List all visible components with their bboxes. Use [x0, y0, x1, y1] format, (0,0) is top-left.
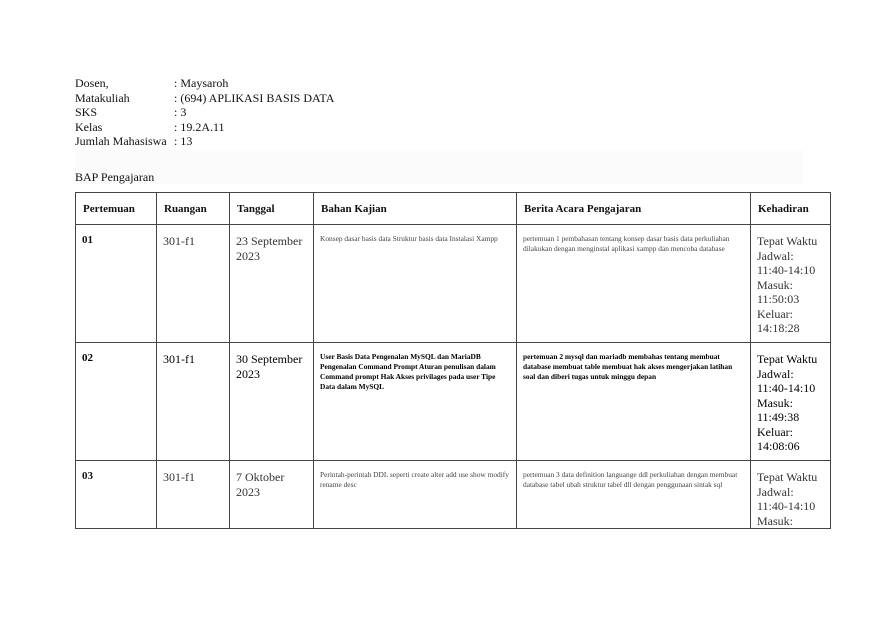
section-title: BAP Pengajaran — [75, 170, 155, 184]
cell-tanggal: 23 September 2023 — [230, 225, 314, 343]
info-row-sks — [75, 105, 334, 120]
info-label: SKS — [75, 105, 98, 119]
cell-ruangan: 301-f1 — [157, 225, 230, 343]
cell-ruangan: 301-f1 — [157, 343, 230, 461]
attendance-value: 11:50:03 — [757, 292, 800, 306]
attendance-value: 14:18:28 — [757, 321, 800, 335]
header-kehadiran: Kehadiran — [751, 193, 831, 225]
attendance-label: Masuk: — [757, 277, 793, 292]
attendance-label: Masuk: — [757, 395, 793, 410]
attendance-value: 11:40-14:10 — [757, 263, 816, 277]
cell-pertemuan: 01 — [76, 225, 157, 343]
attendance-label: Jadwal: — [757, 248, 794, 263]
section-band — [75, 150, 803, 184]
cell-bahan-kajian: Perintah-perintah DDL seperti create alter add use show modify rename desc — [314, 461, 517, 529]
cell-tanggal: 30 September 2023 — [230, 343, 314, 461]
header-bahan-kajian: Bahan Kajian — [314, 193, 517, 225]
info-value: : 3 — [174, 105, 187, 119]
attendance-label: Keluar: — [757, 424, 793, 439]
course-info — [75, 76, 334, 149]
attendance-status: Tepat Waktu — [757, 470, 818, 484]
header-ruangan: Ruangan — [157, 193, 230, 225]
info-row-jumlah-mahasiswa — [75, 134, 334, 149]
bap-table — [75, 192, 831, 529]
cell-berita-acara: pertemuan 2 mysql dan mariadb membahas tentang membuat database membuat table membuat hak akses mengerjakan latihan soal dan diberi tugas untuk minggu depan — [517, 343, 751, 461]
cell-tanggal: 7 Oktober 2023 — [230, 461, 314, 529]
attendance-value: 14:08:06 — [757, 439, 800, 453]
info-value: : 13 — [174, 134, 193, 148]
info-label: Dosen, — [75, 76, 109, 90]
cell-pertemuan: 03 — [76, 461, 157, 529]
cell-berita-acara: pertemuan 1 pembahasan tentang konsep dasar basis data perkuliahan dilakukan dengan menginstal aplikasi xampp dan mencoba database — [517, 225, 751, 343]
info-value: : Maysaroh — [174, 76, 229, 90]
cell-berita-acara: pertemuan 3 data definition languange ddl perkuliahan dengan membuat database tabel ubah struktur tabel dll dengan penggunaan sintak sql — [517, 461, 751, 529]
table-row — [76, 343, 831, 461]
table-header-row — [76, 193, 831, 225]
attendance-value: 11:49:38 — [757, 410, 800, 424]
info-row-matakuliah — [75, 91, 334, 106]
info-row-dosen — [75, 76, 334, 91]
info-value: : (694) APLIKASI BASIS DATA — [174, 90, 335, 105]
attendance-label: Keluar: — [757, 306, 793, 321]
info-label: Jumlah Mahasiswa — [75, 134, 167, 148]
info-label: Matakuliah — [75, 90, 130, 105]
attendance-value: 11:40-14:10 — [757, 499, 816, 513]
attendance-label: Jadwal: — [757, 484, 794, 499]
attendance-status: Tepat Waktu — [757, 234, 818, 248]
header-pertemuan: Pertemuan — [76, 193, 157, 225]
info-label: Kelas — [75, 119, 103, 134]
cell-pertemuan: 02 — [76, 343, 157, 461]
attendance-label: Masuk: — [757, 513, 793, 528]
cell-kehadiran — [751, 225, 831, 343]
attendance-status: Tepat Waktu — [757, 352, 818, 366]
table-row — [76, 225, 831, 343]
cell-bahan-kajian: User Basis Data Pengenalan MySQL dan MariaDB Pengenalan Command Prompt Aturan penulisan dalam Command prompt Hak Akses privilages pada user Tipe Data dalam MySQL — [314, 343, 517, 461]
header-berita-acara: Berita Acara Pengajaran — [517, 193, 751, 225]
attendance-label: Jadwal: — [757, 366, 794, 381]
cell-kehadiran — [751, 461, 831, 529]
header-tanggal: Tanggal — [230, 193, 314, 225]
cell-kehadiran — [751, 343, 831, 461]
info-row-kelas — [75, 120, 334, 135]
attendance-value: 11:40-14:10 — [757, 381, 816, 395]
cell-ruangan: 301-f1 — [157, 461, 230, 529]
cell-bahan-kajian: Konsep dasar basis data Struktur basis data Instalasi Xampp — [314, 225, 517, 343]
table-row — [76, 461, 831, 529]
info-value: : 19.2A.11 — [174, 119, 225, 134]
